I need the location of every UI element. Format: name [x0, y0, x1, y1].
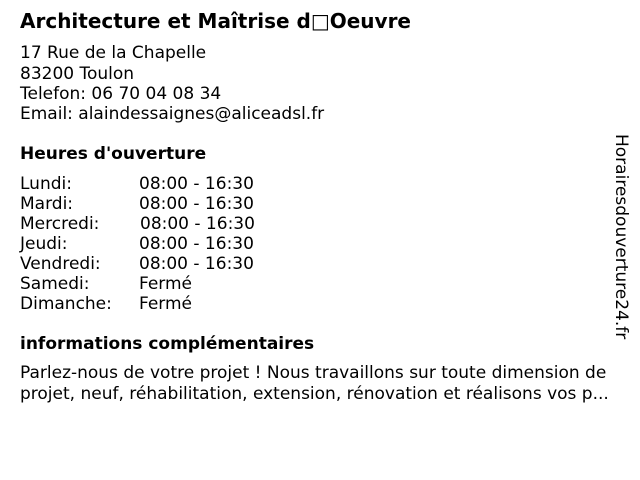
hours-time-tuesday: 08:00 - 16:30: [139, 194, 254, 214]
hours-time-sunday: Fermé: [139, 294, 193, 314]
email-address: Email: alaindessaignes@aliceadsl.fr: [20, 104, 325, 124]
phone-number: Telefon: 06 70 04 08 34: [20, 84, 222, 104]
additional-info-line-2: projet, neuf, réhabilitation, extension, rénovation et réalisons vos p...: [20, 384, 609, 404]
hours-time-saturday: Fermé: [139, 274, 193, 294]
additional-info-heading: informations complémentaires: [20, 334, 315, 354]
site-watermark: [612, 134, 632, 354]
hours-day-wednesday: Mercredi:: [20, 214, 100, 234]
hours-day-thursday: Jeudi:: [20, 234, 68, 254]
hours-time-thursday: 08:00 - 16:30: [139, 234, 254, 254]
site-watermark-text: Horairesdouverture24.fr: [611, 134, 631, 340]
hours-time-friday: 08:00 - 16:30: [139, 254, 254, 274]
additional-info-line-1: Parlez-nous de votre projet ! Nous travaillons sur toute dimension de: [20, 363, 607, 383]
business-name: Architecture et Maîtrise d□Oeuvre: [20, 9, 411, 33]
address-city: 83200 Toulon: [20, 64, 135, 84]
hours-day-sunday: Dimanche:: [20, 294, 112, 314]
hours-day-saturday: Samedi:: [20, 274, 90, 294]
hours-day-monday: Lundi:: [20, 174, 72, 194]
hours-time-monday: 08:00 - 16:30: [139, 174, 254, 194]
address-street: 17 Rue de la Chapelle: [20, 43, 207, 63]
hours-time-wednesday: 08:00 - 16:30: [140, 214, 255, 234]
hours-day-tuesday: Mardi:: [20, 194, 74, 214]
opening-hours-heading: Heures d'ouverture: [20, 144, 207, 164]
hours-day-friday: Vendredi:: [20, 254, 101, 274]
additional-info-text: [20, 363, 628, 405]
